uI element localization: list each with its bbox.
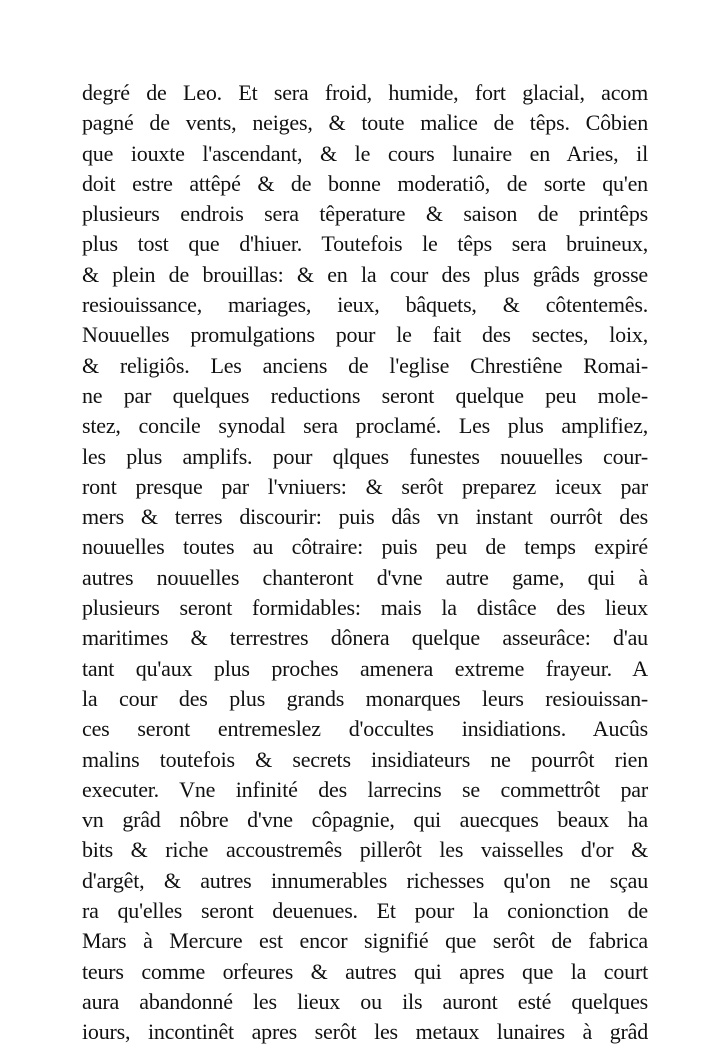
text-line: ra qu'elles seront deuenues. Et pour la conionction de [82, 898, 648, 924]
text-line: bits & riche accoustremês pillerôt les vaisselles d'or & [82, 837, 648, 863]
text-line: tant qu'aux plus proches amenera extreme frayeur. A [82, 655, 648, 681]
text-line: doit estre attêpé & de bonne moderatiô, de sorte qu'en [82, 170, 648, 196]
text-line: degré de Leo. Et sera froid, humide, fort glacial, acom [82, 80, 648, 105]
text-line: nouuelles toutes au côtraire: puis peu de temps expiré [82, 534, 648, 560]
text-line: resiouissance, mariages, ieux, bâquets, & côtentemês. [82, 292, 648, 318]
text-line: vn grâd nôbre d'vne côpagnie, qui auecques beaux ha [82, 807, 648, 833]
text-line: & religiôs. Les anciens de l'eglise Chrestiêne Romai- [82, 352, 648, 378]
text-line: d'argêt, & autres innumerables richesses qu'on ne sçau [82, 867, 648, 893]
text-line: executer. Vne infinité des larrecins se commettrôt par [82, 776, 648, 802]
text-line: plusieurs endrois sera têperature & saison de printêps [82, 201, 648, 227]
text-line: iours, incontinêt apres serôt les metaux lunaires à grâd [82, 1019, 648, 1045]
text-line: la cour des plus grands monarques leurs resiouissan- [82, 685, 648, 711]
text-line: stez, concile synodal sera proclamé. Les plus amplifiez, [82, 413, 648, 439]
text-line: autres nouuelles chanteront d'vne autre game, qui à [82, 564, 648, 590]
text-line: ces seront entremeslez d'occultes insidiations. Aucûs [82, 716, 648, 742]
body-text [82, 78, 648, 1048]
text-line: maritimes & terrestres dônera quelque asseurâce: d'au [82, 625, 648, 651]
text-line: aura abandonné les lieux ou ils auront esté quelques [82, 988, 648, 1014]
text-line: ront presque par l'vniuers: & serôt preparez iceux par [82, 473, 648, 499]
text-line: & plein de brouillas: & en la cour des plus grâds grosse [82, 261, 648, 287]
text-line: malins toutefois & secrets insidiateurs ne pourrôt rien [82, 746, 648, 772]
text-line: plus tost que d'hiuer. Toutefois le têps sera bruineux, [82, 231, 648, 257]
text-line: ne par quelques reductions seront quelque peu mole- [82, 382, 648, 408]
text-line: Mars à Mercure est encor signifié que serôt de fabrica [82, 928, 648, 954]
text-line: teurs comme orfeures & autres qui apres que la court [82, 958, 648, 984]
text-line: que iouxte l'ascendant, & le cours lunaire en Aries, il [82, 140, 648, 166]
text-line: mers & terres discourir: puis dâs vn instant ourrôt des [82, 504, 648, 530]
text-line: Nouuelles promulgations pour le fait des sectes, loix, [82, 322, 648, 348]
text-line: les plus amplifs. pour qlques funestes nouuelles cour- [82, 443, 648, 469]
text-line: plusieurs seront formidables: mais la distâce des lieux [82, 595, 648, 621]
text-line: pagné de vents, neiges, & toute malice de têps. Côbien [82, 110, 648, 136]
